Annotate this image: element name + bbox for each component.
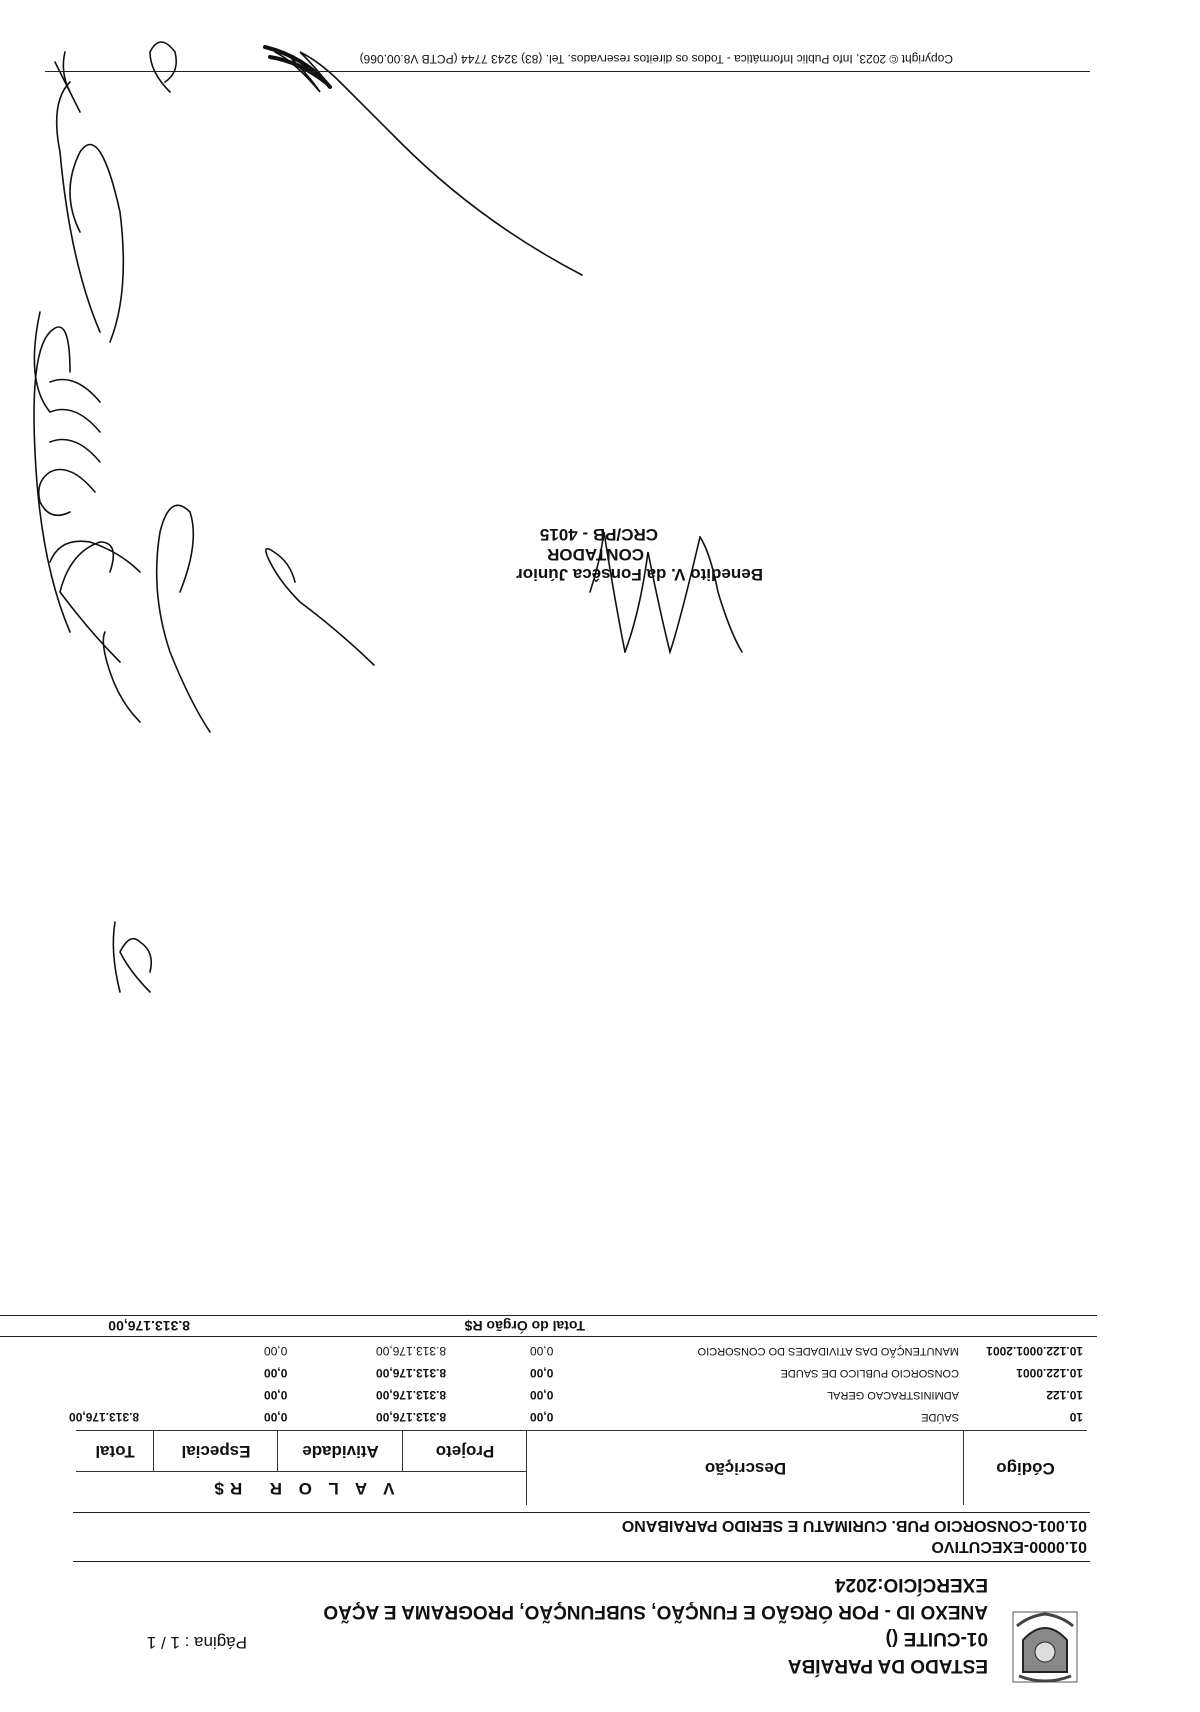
total-value: 8.313.176,00 bbox=[108, 1318, 190, 1334]
state-title: ESTADO DA PARAÍBA bbox=[787, 1655, 988, 1676]
codigo-header: Código bbox=[963, 1430, 1087, 1505]
row-description: SAÚDE bbox=[921, 1411, 959, 1423]
row-projeto: 0,00 bbox=[530, 1388, 554, 1402]
valor-header: V A L O R R$ bbox=[76, 1471, 527, 1505]
footer-divider bbox=[45, 71, 1090, 72]
row-projeto: 0,00 bbox=[530, 1344, 554, 1358]
exercise-title: EXERCÍCIO:2024 bbox=[834, 1574, 988, 1595]
projeto-header: Projeto bbox=[402, 1430, 527, 1472]
signatory-name: Benedito V. da Fonsêca Júnior bbox=[516, 565, 763, 584]
row-code: 10.122 bbox=[1046, 1388, 1083, 1402]
row-description: MANUTENÇÃO DAS ATIVIDADES DO CONSORCIO bbox=[697, 1345, 959, 1357]
entity-title: 01-CUITE () bbox=[885, 1628, 988, 1649]
org-subunit: 01.001-CONSORCIO PUB. CURIMATU E SERIDO PARAIBANO bbox=[621, 1517, 1087, 1534]
row-especial: 0,00 bbox=[264, 1410, 288, 1424]
row-description: ADMINISTRACAO GERAL bbox=[826, 1389, 959, 1401]
page-number: Página : 1 / 1 bbox=[146, 1633, 247, 1652]
row-atividade: 8.313.176,00 bbox=[376, 1410, 447, 1424]
descricao-header: Descrição bbox=[526, 1430, 964, 1505]
row-projeto: 0,00 bbox=[530, 1410, 554, 1424]
copyright-footer: Copyright © 2023, Info Public Informática - Todos os direitos reservados. Tel. (83) 3243 7744 (PCTB V8.00.066) bbox=[359, 52, 953, 66]
signatory-registration: CRC/PB - 4015 bbox=[539, 525, 658, 544]
row-description: CONSORCIO PUBLICO DE SAUDE bbox=[780, 1367, 959, 1379]
especial-header: Especial bbox=[153, 1430, 278, 1472]
row-code: 10.122.0001 bbox=[1016, 1366, 1083, 1380]
row-atividade: 8.313.176,00 bbox=[376, 1366, 447, 1380]
row-atividade: 8.313.176,00 bbox=[376, 1388, 447, 1402]
signatory-role: CONTADOR bbox=[547, 545, 644, 564]
atividade-header: Atividade bbox=[277, 1430, 403, 1472]
row-especial: 0,00 bbox=[264, 1366, 288, 1380]
total-header: Total bbox=[76, 1430, 154, 1472]
row-atividade: 8.313.176,00 bbox=[376, 1344, 447, 1358]
row-total: 8.313.176,00 bbox=[69, 1410, 140, 1424]
row-especial: 0,00 bbox=[264, 1388, 288, 1402]
row-projeto: 0,00 bbox=[530, 1366, 554, 1380]
row-especial: 0,00 bbox=[264, 1344, 288, 1358]
annex-title: ANEXO ID - POR ÓRGÃO E FUNÇÃO, SUBFUNÇÃO, PROGRAMA E AÇÃO bbox=[323, 1601, 988, 1622]
org-unit: 01.0000-EXECUTIVO bbox=[931, 1538, 1087, 1555]
row-code: 10 bbox=[1069, 1410, 1083, 1424]
row-code: 10.122.0001.2001 bbox=[986, 1344, 1083, 1358]
total-label: Total do Órgão R$ bbox=[464, 1318, 585, 1334]
